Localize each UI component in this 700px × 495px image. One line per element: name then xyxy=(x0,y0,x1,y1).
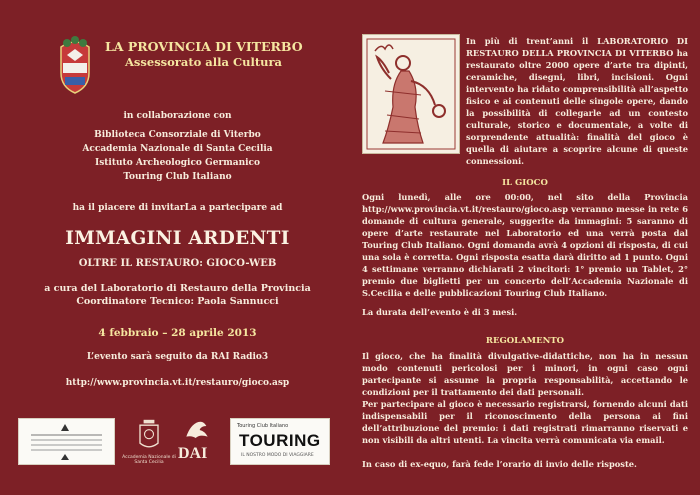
event-url-link[interactable]: http://www.provincia.vt.it/restauro/gioco.asp xyxy=(65,378,290,388)
gioco-text: Ogni lunedì, alle ore 00:00, nel sito della Provincia http://www.provincia.vt.it/restauro/gioco.asp verranno messe in rete 6 domande di cultura generale, suggerite da immagini: 5 saranno di opere d’arte restaurate nel Laboratorio ed una verrà posta dal Touring Club Italiano. Ogni domanda avrà 4 opzioni di risposta, di cui una sola è corretta. Ogni risposta esatta darà diritto ad 1 punto. Ogni 4 settimane verranno dichiarati 2 vincitori: 1° premio un Tablet, 2° premio due biglietti per un concerto dell’Accademia Nazionale di S.Cecilia e delle pubblicazioni Touring Club Italiano. xyxy=(362,192,688,298)
province-crest-icon xyxy=(55,33,95,95)
curator-block xyxy=(0,282,355,308)
biblioteca-logo xyxy=(18,418,115,465)
touring-club-logo xyxy=(230,418,330,465)
partner-item: Accademia Nazionale di Santa Cecilia xyxy=(82,144,273,154)
broadcast-note: L’evento sarà seguito da RAI Radio3 xyxy=(86,352,269,362)
partner-item: Biblioteca Consorziale di Viterbo xyxy=(94,130,261,140)
regolamento-paragraph-3: In caso di ex-equo, farà fede l’orario di invio delle risposte. xyxy=(362,459,637,469)
invite-text: ha il piacere di invitarLa a partecipare ad xyxy=(72,203,283,213)
accademia-crest-icon xyxy=(130,418,168,454)
event-subtitle: OLTRE IL RESTAURO: GIOCO-WEB xyxy=(78,258,277,269)
event-title: IMMAGINI ARDENTI xyxy=(65,228,290,249)
touring-tagline: IL NOSTRO MODO DI VIAGGIARE xyxy=(241,453,314,458)
coordinator: Coordinatore Tecnico: Paola Sannucci xyxy=(76,296,279,307)
partner-item: Touring Club Italiano xyxy=(123,172,232,182)
intro-paragraph xyxy=(466,35,688,166)
gioco-heading: IL GIOCO xyxy=(502,178,548,188)
regolamento-paragraph-1: Il gioco, che ha finalità divulgative-didattiche, non ha in nessun modo contenuti pericolosi per i minori, in ogni caso ogni partecipante si assume la propria responsabilità, accettando le condizioni per il trattamento dei dati personali. xyxy=(362,351,688,397)
touring-small-label: Touring Club Italiano xyxy=(237,423,289,429)
regolamento-heading: REGOLAMENTO xyxy=(485,336,565,346)
durata-text: La durata dell’evento è di 3 mesi. xyxy=(362,307,518,317)
partner-item: Istituto Archeologico Germanico xyxy=(94,158,261,168)
dai-griffin-icon xyxy=(177,418,217,448)
allegorical-figure-icon xyxy=(363,35,459,153)
department-name: Assessorato alla Cultura xyxy=(125,55,283,69)
accademia-caption: Accademia Nazionale di Santa Cecilia xyxy=(122,455,176,465)
event-dates: 4 febbraio – 28 aprile 2013 xyxy=(98,327,257,339)
curated-by: a cura del Laboratorio di Restauro della Provincia xyxy=(44,283,311,294)
regolamento-paragraph-2: Per partecipare al gioco è necessario registrarsi, fornendo alcuni dati indispensabili per il riconoscimento della persona ai fini dell’attribuzione del premio: i dati registrati rimarranno riservati e non visibili da altri utenti. La vincita verrà comunicata via email. xyxy=(362,399,688,445)
biblioteca-logo-icon xyxy=(19,419,114,464)
province-name: LA PROVINCIA DI VITERBO xyxy=(105,39,303,54)
collaboration-intro: in collaborazione con xyxy=(123,111,232,121)
partner-list xyxy=(0,128,355,184)
touring-wordmark: TOURING xyxy=(239,431,321,450)
dai-logo-text: DAI xyxy=(178,445,208,462)
intro-text: In più di trent’anni il LABORATORIO DI RESTAURO DELLA PROVINCIA DI VITERBO ha restaurato oltre 2000 opere d’arte tra dipinti, ceramiche, disegni, libri, incisioni. Ogni intervento ha ridato comprensibilità all’aspetto fisico e ai contenuti delle singole opere, dando la possibilità di collegarle ad un contesto culturale, storico e documentale, a volte di sorprendente attualità: finalità del gioco è quella di aiutare a scoprire alcune di queste connessioni. xyxy=(466,36,688,166)
engraving-image xyxy=(362,34,460,154)
